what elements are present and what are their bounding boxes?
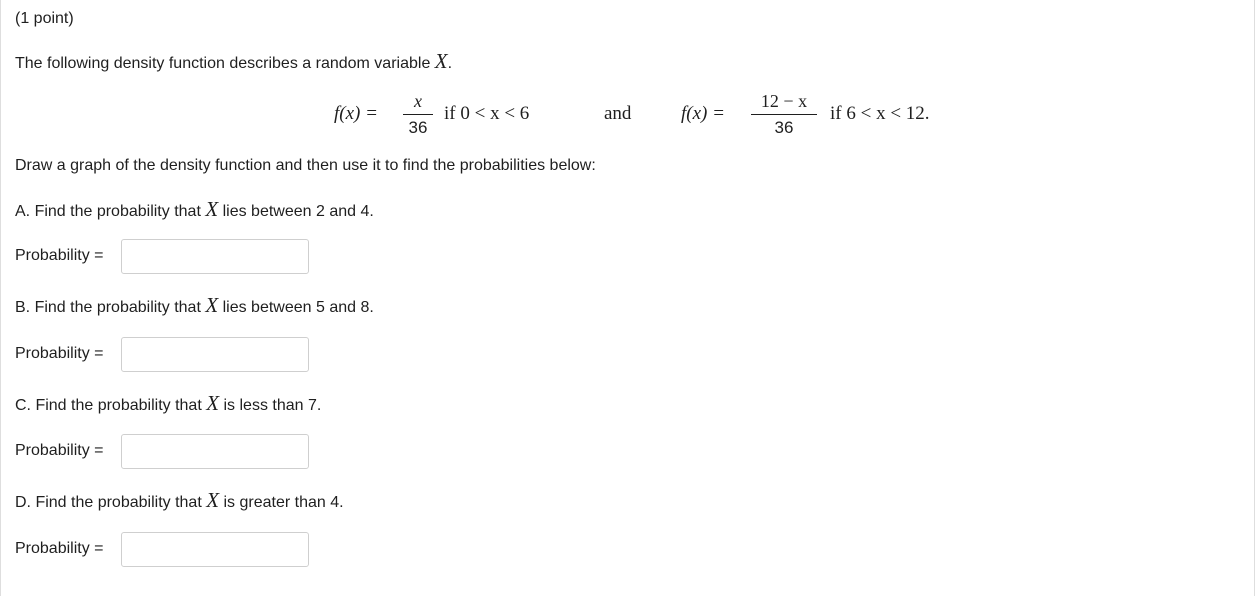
question-prefix: A. Find the probability that [15,203,206,220]
intro-variable: X [434,49,448,73]
question-suffix: lies between 2 and 4. [218,203,374,220]
question-variable: X [205,197,219,221]
question-suffix: lies between 5 and 8. [218,299,374,316]
intro-text-after: . [447,55,453,72]
question-suffix: is less than 7. [219,397,322,414]
intro-text [15,51,452,74]
question-b [15,295,374,318]
question-prefix: B. Find the probability that [15,299,206,316]
question-d [15,490,344,513]
question-variable: X [206,488,220,512]
formula-piece2-lhs: f(x) = [681,103,725,124]
formula-piece1-numerator: x [414,91,422,111]
formula-piece1-condition: if 0 < x < 6 [444,103,530,124]
answer-b-label: Probability = [15,345,104,362]
question-prefix: C. Find the probability that [15,397,207,414]
answer-c-label: Probability = [15,442,104,459]
answer-d-input[interactable] [121,532,309,567]
points-label: (1 point) [15,10,74,27]
formula-piece1-denominator: 36 [408,118,428,137]
answer-d-label: Probability = [15,540,104,557]
formula-piece2-fraction [751,89,817,139]
question-prefix: D. Find the probability that [15,494,207,511]
intro-text-before: The following density function describes a random variable [15,55,435,72]
answer-c-input[interactable] [121,434,309,469]
formula-connector: and [604,103,632,124]
question-variable: X [205,293,219,317]
question-a [15,199,374,222]
question-variable: X [206,391,220,415]
instructions-text: Draw a graph of the density function and then use it to find the probabilities below: [15,157,596,174]
answer-a-input[interactable] [121,239,309,274]
formula-piece2-condition: if 6 < x < 12. [830,103,930,124]
formula-piece1-lhs: f(x) = [334,103,378,124]
formula-piece1-fraction [403,89,433,139]
question-c [15,393,321,416]
fraction-bar [751,114,817,115]
question-suffix: is greater than 4. [219,494,344,511]
formula-piece2-numerator: 12 − x [760,91,808,111]
formula-piece2-denominator: 36 [774,118,794,137]
fraction-bar [403,114,433,115]
answer-b-input[interactable] [121,337,309,372]
answer-a-label: Probability = [15,247,104,264]
